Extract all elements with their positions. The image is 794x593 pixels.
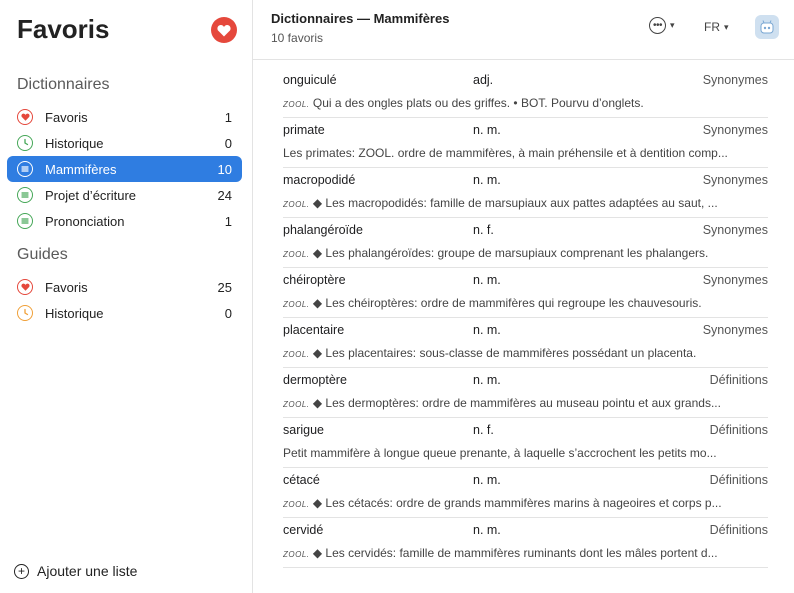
entry-part-of-speech: n. m.: [473, 173, 501, 187]
entry-word: cervidé: [283, 523, 324, 537]
ellipsis-icon: •••: [649, 17, 666, 34]
heart-icon: [17, 279, 33, 295]
entry-word: phalangéroïde: [283, 223, 363, 237]
entry-kind: Synonymes: [702, 273, 768, 287]
sidebar-item-count: 1: [224, 213, 232, 229]
add-list-label: Ajouter une liste: [37, 563, 138, 579]
domain-tag: ZOOL.: [283, 250, 310, 259]
sidebar-item-label: Prononciation: [45, 213, 125, 229]
section-title-guides: Guides: [17, 246, 68, 263]
chevron-down-icon: ▾: [724, 21, 729, 32]
list-item[interactable]: [283, 518, 768, 568]
list-item[interactable]: [283, 268, 768, 318]
sidebar-item-historique[interactable]: [7, 130, 242, 156]
domain-tag: ZOOL.: [283, 500, 310, 509]
sidebar-item-label: Historique: [45, 305, 104, 321]
heart-icon[interactable]: [211, 17, 237, 43]
entry-kind: Synonymes: [702, 223, 768, 237]
definition-text: ◆ Les phalangéroïdes: groupe de marsupiaux comprenant les phalangers.: [312, 246, 709, 260]
favorites-list: [283, 68, 768, 568]
entry-word: placentaire: [283, 323, 345, 337]
entry-definition: [283, 296, 768, 310]
entry-part-of-speech: n. m.: [473, 473, 501, 487]
definition-text: ◆ Les placentaires: sous-classe de mammifères possédant un placenta.: [312, 346, 697, 360]
entry-kind: Définitions: [709, 373, 768, 387]
entry-part-of-speech: n. f.: [473, 223, 494, 237]
content-header: [253, 0, 794, 60]
definition-text: ◆ Les cétacés: ordre de grands mammifères marins à nageoires et corps p...: [312, 496, 722, 510]
sidebar-item-count: 0: [224, 135, 232, 151]
guides-list: [7, 274, 242, 326]
sidebar-item-count: 25: [217, 279, 232, 295]
sidebar-item-favoris[interactable]: [7, 104, 242, 130]
entry-word: macropodidé: [283, 173, 356, 187]
entry-definition: [283, 496, 768, 510]
sidebar-item-projet-ecriture[interactable]: [7, 182, 242, 208]
plus-circle-icon: +: [14, 564, 29, 579]
sidebar: [0, 0, 253, 593]
sidebar-item-label: Favoris: [45, 279, 88, 295]
domain-tag: ZOOL.: [283, 300, 310, 309]
entry-part-of-speech: n. m.: [473, 323, 501, 337]
list-item[interactable]: [283, 218, 768, 268]
clock-icon: [17, 305, 33, 321]
favorites-count: 10 favoris: [271, 31, 324, 45]
entry-definition: [283, 396, 768, 410]
list-title: Dictionnaires — Mammifères: [271, 11, 450, 26]
clock-icon: [17, 135, 33, 151]
definition-text: ◆ Les dermoptères: ordre de mammifères au museau pointu et aux grands...: [312, 396, 721, 410]
chevron-down-icon: ▾: [670, 20, 675, 30]
list-item[interactable]: [283, 368, 768, 418]
definition-text: Qui a des ongles plats ou des griffes. • BOT. Pourvu d’onglets.: [312, 96, 644, 110]
list-item[interactable]: [283, 418, 768, 468]
list-item[interactable]: [283, 118, 768, 168]
sidebar-item-prononciation[interactable]: [7, 208, 242, 234]
entry-word: cétacé: [283, 473, 320, 487]
sidebar-item-label: Favoris: [45, 109, 88, 125]
entry-kind: Synonymes: [702, 73, 768, 87]
entry-word: chéiroptère: [283, 273, 346, 287]
sidebar-item-count: 0: [224, 305, 232, 321]
more-options-button[interactable]: [649, 17, 675, 34]
sidebar-item-label: Mammifères: [45, 161, 117, 177]
list-icon: [17, 187, 33, 203]
entry-kind: Synonymes: [702, 123, 768, 137]
domain-tag: ZOOL.: [283, 100, 310, 109]
definition-text: ◆ Les chéiroptères: ordre de mammifères qui regroupe les chauvesouris.: [312, 296, 702, 310]
entry-kind: Définitions: [709, 423, 768, 437]
language-selector[interactable]: [704, 20, 729, 34]
entry-definition: [283, 446, 768, 460]
domain-tag: ZOOL.: [283, 400, 310, 409]
entry-part-of-speech: n. m.: [473, 123, 501, 137]
entry-word: primate: [283, 123, 325, 137]
language-label: FR: [704, 20, 720, 34]
list-item[interactable]: [283, 168, 768, 218]
sidebar-item-count: 24: [217, 187, 232, 203]
list-item[interactable]: [283, 468, 768, 518]
list-item[interactable]: [283, 68, 768, 118]
definition-text: ◆ Les cervidés: famille de mammifères ruminants dont les mâles portent d...: [312, 546, 718, 560]
entry-part-of-speech: adj.: [473, 73, 494, 87]
list-icon: [17, 161, 33, 177]
entry-part-of-speech: n. m.: [473, 523, 501, 537]
sidebar-item-label: Historique: [45, 135, 104, 151]
robot-avatar-icon[interactable]: [755, 15, 779, 39]
sidebar-title: Favoris: [17, 14, 110, 44]
entry-part-of-speech: n. m.: [473, 273, 501, 287]
definition-text: Petit mammifère à longue queue prenante, à laquelle s’accrochent les petits mo...: [283, 446, 717, 460]
sidebar-item-count: 10: [217, 161, 232, 177]
entry-definition: [283, 146, 768, 160]
entry-definition: [283, 96, 768, 110]
entry-kind: Synonymes: [702, 173, 768, 187]
entry-definition: [283, 346, 768, 360]
sidebar-item-mammiferes[interactable]: [7, 156, 242, 182]
entry-word: sarigue: [283, 423, 324, 437]
entry-kind: Synonymes: [702, 323, 768, 337]
definition-text: Les primates: ZOOL. ordre de mammifères, à main préhensile et à dentition comp...: [283, 146, 728, 160]
entry-word: dermoptère: [283, 373, 347, 387]
dictionnaires-list: [7, 104, 242, 234]
heart-icon: [17, 109, 33, 125]
entry-part-of-speech: n. f.: [473, 423, 494, 437]
domain-tag: ZOOL.: [283, 350, 310, 359]
entry-word: onguiculé: [283, 73, 337, 87]
add-list-button[interactable]: [14, 563, 137, 579]
entry-kind: Définitions: [709, 523, 768, 537]
entry-definition: [283, 246, 768, 260]
list-item[interactable]: [283, 318, 768, 368]
section-title-dictionnaires: Dictionnaires: [17, 76, 110, 93]
domain-tag: ZOOL.: [283, 550, 310, 559]
sidebar-item-guides-historique[interactable]: [7, 300, 242, 326]
entry-part-of-speech: n. m.: [473, 373, 501, 387]
domain-tag: ZOOL.: [283, 200, 310, 209]
entry-definition: [283, 546, 768, 560]
entry-kind: Définitions: [709, 473, 768, 487]
entry-definition: [283, 196, 768, 210]
list-icon: [17, 213, 33, 229]
sidebar-item-label: Projet d’écriture: [45, 187, 137, 203]
sidebar-item-guides-favoris[interactable]: [7, 274, 242, 300]
definition-text: ◆ Les macropodidés: famille de marsupiaux aux pattes adaptées au saut, ...: [312, 196, 718, 210]
sidebar-item-count: 1: [224, 109, 232, 125]
